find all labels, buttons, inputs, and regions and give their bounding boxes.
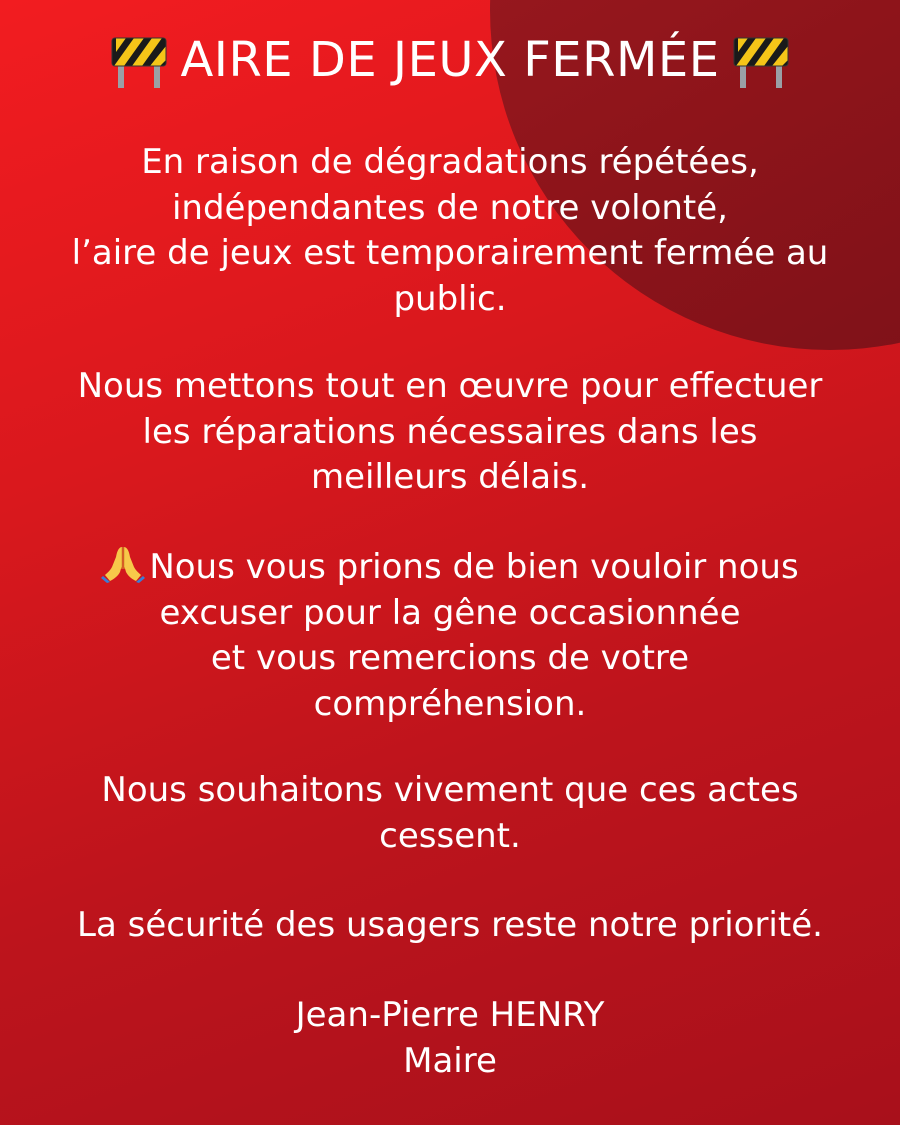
praying-hands-icon bbox=[101, 543, 145, 583]
paragraph-safety bbox=[0, 903, 900, 949]
signature-name: Jean-Pierre HENRY bbox=[295, 995, 605, 1035]
signature bbox=[0, 993, 900, 1084]
text-line: Nous mettons tout en œuvre pour effectuer bbox=[77, 366, 823, 406]
text-line: meilleurs délais. bbox=[310, 457, 590, 497]
text-line: les réparations nécessaires dans les bbox=[142, 411, 758, 452]
signature-role: Maire bbox=[403, 1040, 497, 1081]
text-line: La sécurité des usagers reste notre priorité. bbox=[77, 905, 823, 945]
text-line: compréhension. bbox=[313, 683, 587, 724]
road-barrier-icon bbox=[108, 32, 170, 88]
paragraph-apology bbox=[0, 543, 900, 727]
text-line: En raison de dégradations répétées, bbox=[141, 142, 759, 182]
paragraph-repairs bbox=[0, 364, 900, 501]
paragraph-wish bbox=[0, 768, 900, 859]
title-text: AIRE DE JEUX FERMÉE bbox=[180, 32, 720, 88]
road-barrier-icon bbox=[730, 32, 792, 88]
text-line: cessent. bbox=[379, 815, 521, 856]
paragraph-closure-reason bbox=[0, 140, 900, 322]
text-line: excuser pour la gêne occasionnée bbox=[159, 592, 741, 633]
page-title bbox=[0, 28, 900, 92]
text-line: Nous vous prions de bien vouloir nous bbox=[149, 547, 799, 587]
text-line: Nous souhaitons vivement que ces actes bbox=[101, 770, 799, 810]
text-line: et vous remercions de votre bbox=[210, 638, 690, 678]
text-line: public. bbox=[393, 278, 507, 319]
text-line: indépendantes de notre volonté, bbox=[171, 187, 728, 228]
text-line: l’aire de jeux est temporairement fermée au bbox=[71, 233, 829, 273]
